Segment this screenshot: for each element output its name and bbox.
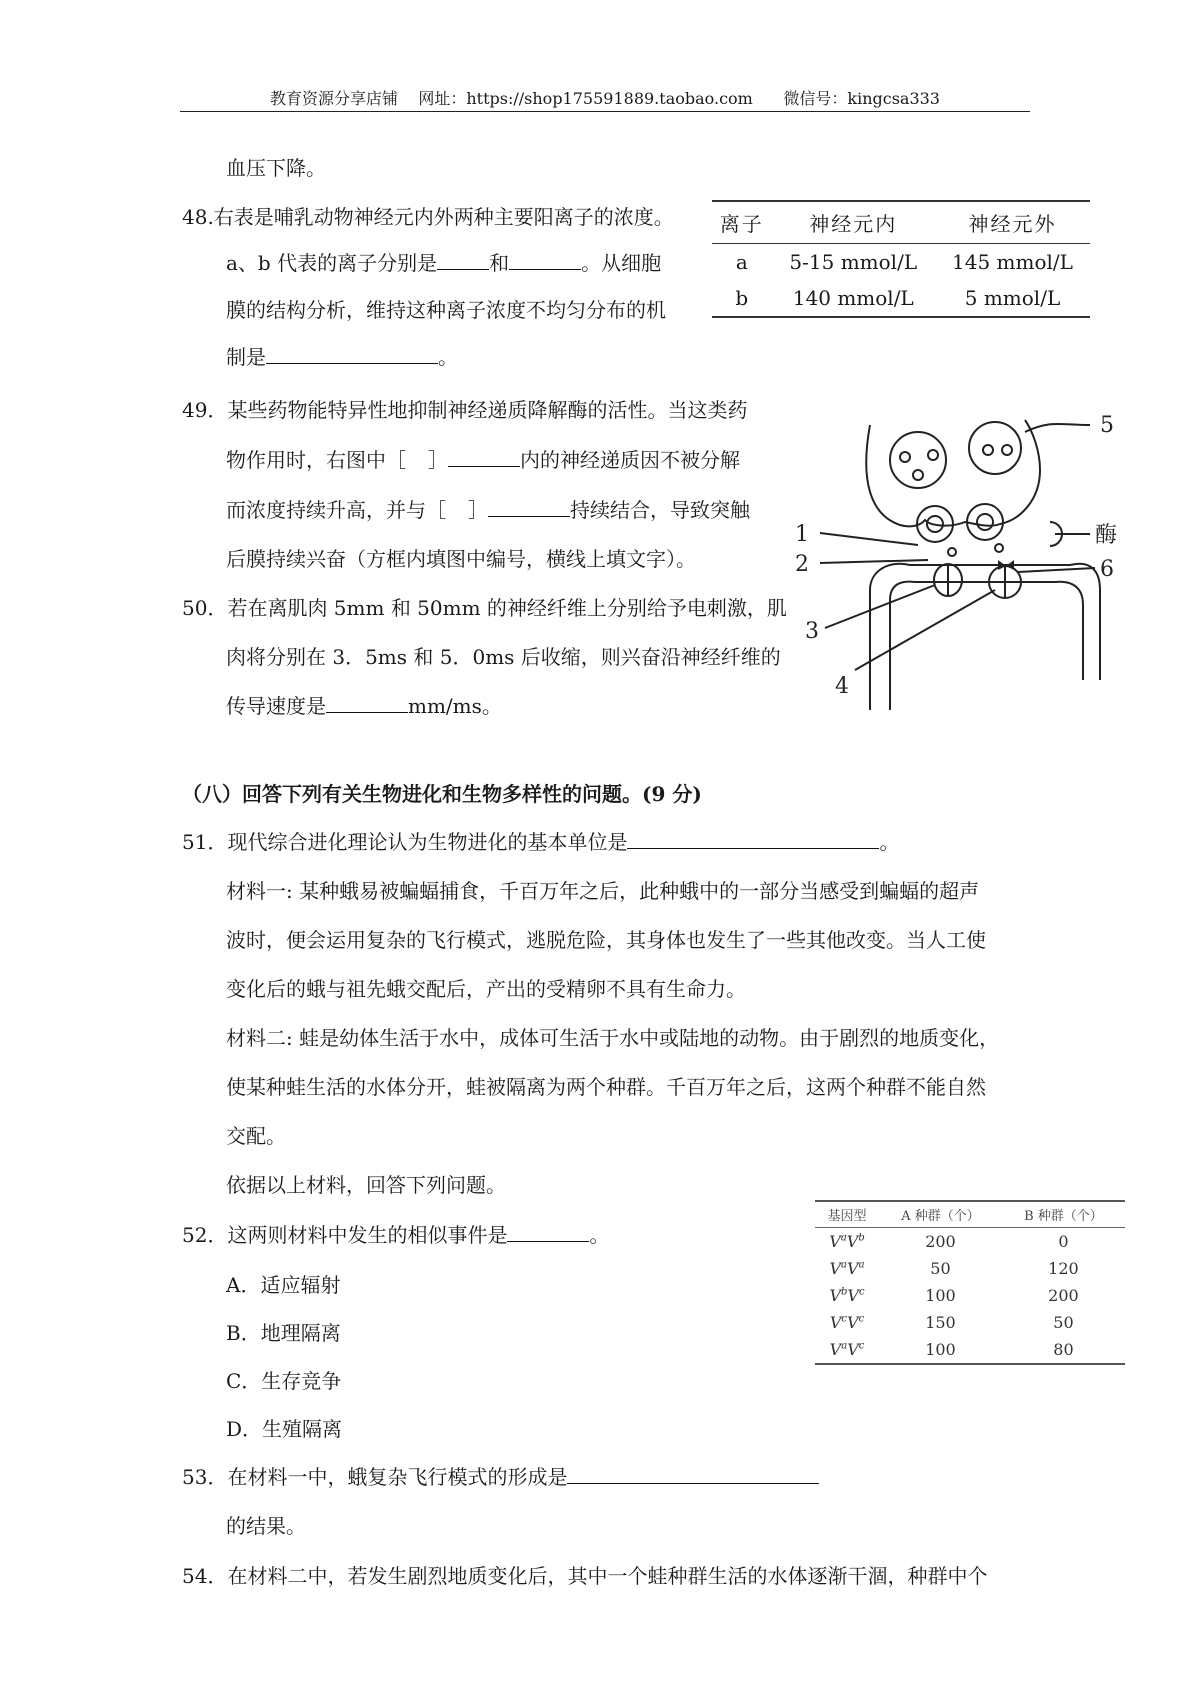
- table-cell: 150: [925, 1313, 956, 1332]
- ion-concentration-table: [712, 200, 1090, 318]
- answer-blank[interactable]: [488, 496, 570, 517]
- table-row: [712, 244, 1090, 281]
- shop-url: https://shop175591889.taobao.com: [466, 89, 753, 108]
- wechat-label: 微信号：: [783, 89, 848, 108]
- answer-blank[interactable]: [509, 249, 581, 270]
- table-cell: 145 mmol/L: [952, 250, 1073, 274]
- question-48-line: 48.右表是哺乳动物神经元内外两种主要阳离子的浓度。: [182, 205, 674, 229]
- answer-blank[interactable]: [266, 343, 438, 364]
- column-header: 离子: [719, 212, 764, 236]
- text: a、b 代表的离子分别是: [226, 251, 438, 275]
- label-enzyme: 酶: [1095, 523, 1118, 548]
- column-header: 神经元内: [809, 212, 898, 236]
- option-b: B．地理隔离: [226, 1321, 341, 1345]
- text: 。从细胞: [581, 251, 662, 275]
- material-1-line: 材料一: 某种蛾易被蝙蝠捕食，千百万年之后，此种蛾中的一部分当感受到蝙蝠的超声: [226, 879, 980, 903]
- text: 传导速度是: [226, 694, 326, 718]
- text: 物作用时，右图中［: [226, 448, 406, 472]
- question-51-line: [182, 828, 899, 856]
- question-53-line: 的结果。: [226, 1514, 306, 1538]
- table-header-row: [815, 1201, 1125, 1228]
- text: 制是: [226, 345, 266, 369]
- section-title: （八）回答下列有关生物进化和生物多样性的问题。(9 分): [182, 782, 702, 806]
- table-cell: 50: [1053, 1313, 1074, 1332]
- table-cell: 0: [1058, 1232, 1069, 1251]
- question-53-line: [182, 1463, 819, 1491]
- material-2-line: 材料二: 蛙是幼体生活于水中，成体可生活于水中或陆地的动物。由于剧烈的地质变化，: [226, 1026, 1000, 1050]
- genotype-table: [815, 1200, 1125, 1365]
- genotype-cell: $V^aV^b$: [829, 1232, 865, 1251]
- answer-blank[interactable]: [448, 446, 520, 467]
- question-49-line: 49．某些药物能特异性地抑制神经递质降解酶的活性。当这类药: [182, 398, 748, 422]
- text: ］: [468, 498, 488, 522]
- label-4: 4: [835, 674, 849, 699]
- question-49-line: [226, 496, 750, 524]
- answer-blank[interactable]: [507, 1221, 589, 1242]
- question-50-line: 肉将分别在 3．5ms 和 5．0ms 后收缩，则兴奋沿神经纤维的: [226, 645, 781, 669]
- column-header: A 种群（个）: [901, 1209, 980, 1224]
- text: ］: [428, 448, 448, 472]
- question-48-line: 膜的结构分析，维持这种离子浓度不均匀分布的机: [226, 298, 666, 322]
- question-54-line: 54．在材料二中，若发生剧烈地质变化后，其中一个蛙种群生活的水体逐渐干涸，种群中个: [182, 1564, 988, 1588]
- question-50-line: [226, 692, 502, 720]
- text: 内的神经递质因不被分解: [520, 448, 740, 472]
- answer-blank[interactable]: [437, 249, 489, 270]
- label-5: 5: [1100, 413, 1114, 438]
- option-a: A．适应辐射: [226, 1273, 341, 1297]
- question-49-line: [226, 446, 740, 474]
- question-49-line: 后膜持续兴奋（方框内填图中编号，横线上填文字）。: [226, 547, 696, 571]
- synapse-diagram: [795, 413, 1160, 710]
- text: 51．现代综合进化理论认为生物进化的基本单位是: [182, 830, 628, 854]
- text: 持续结合，导致突触: [570, 498, 750, 522]
- table-header-row: [712, 201, 1090, 244]
- table-cell: 200: [1048, 1286, 1079, 1305]
- label-1: 1: [795, 522, 809, 547]
- table-row: [712, 280, 1090, 317]
- table-row: [815, 1282, 1125, 1309]
- genotype-cell: $V^aV^c$: [829, 1340, 865, 1359]
- text: 。: [438, 345, 458, 369]
- table-row: [815, 1309, 1125, 1336]
- material-1-line: 波时，便会运用复杂的飞行模式，逃脱危险，其身体也发生了一些其他改变。当人工使: [226, 928, 986, 952]
- text-line: 血压下降。: [226, 156, 326, 180]
- option-c: C．生存竞争: [226, 1369, 342, 1393]
- table-cell: 120: [1048, 1259, 1079, 1278]
- text: 而浓度持续升高，并与［: [226, 498, 446, 522]
- material-2-line: 交配。: [226, 1124, 286, 1148]
- column-header: 基因型: [827, 1209, 867, 1224]
- table-cell: 200: [925, 1232, 956, 1251]
- answer-blank[interactable]: [627, 828, 879, 849]
- text: 。: [589, 1223, 610, 1247]
- table-cell: a: [735, 250, 748, 274]
- table-cell: 5-15 mmol/L: [789, 250, 918, 274]
- genotype-cell: $V^bV^c$: [829, 1286, 865, 1305]
- answer-blank[interactable]: [326, 692, 408, 713]
- table-cell: 5 mmol/L: [964, 286, 1061, 310]
- column-header: 神经元外: [968, 212, 1057, 236]
- shop-name: 教育资源分享店铺: [270, 89, 399, 108]
- table-cell: 100: [925, 1286, 956, 1305]
- text: 。: [879, 830, 900, 854]
- question-50-line: 50．若在离肌肉 5mm 和 50mm 的神经纤维上分别给予电刺激，肌: [182, 596, 787, 620]
- table-cell: b: [735, 286, 749, 310]
- instruction-line: 依据以上材料，回答下列问题。: [226, 1173, 506, 1197]
- option-d: D．生殖隔离: [226, 1417, 343, 1441]
- wechat-id: kingcsa333: [847, 89, 940, 108]
- question-48-line: [226, 343, 458, 371]
- table-cell: 140 mmol/L: [792, 286, 914, 310]
- text: mm/ms。: [408, 694, 502, 718]
- text: 52．这两则材料中发生的相似事件是: [182, 1223, 508, 1247]
- text: 53．在材料一中，蛾复杂飞行模式的形成是: [182, 1465, 568, 1489]
- page-header: [180, 86, 1030, 109]
- table-row: [815, 1255, 1125, 1282]
- table-row: [815, 1336, 1125, 1364]
- table-cell: 50: [930, 1259, 951, 1278]
- material-2-line: 使某种蛙生活的水体分开，蛙被隔离为两个种群。千百万年之后，这两个种群不能自然: [226, 1075, 986, 1099]
- text: 和: [489, 251, 510, 275]
- column-header: B 种群（个）: [1024, 1209, 1103, 1224]
- genotype-cell: $V^cV^c$: [829, 1313, 865, 1332]
- answer-blank[interactable]: [567, 1463, 819, 1484]
- table-cell: 100: [925, 1340, 956, 1359]
- table-row: [815, 1228, 1125, 1256]
- material-1-line: 变化后的蛾与祖先蛾交配后，产出的受精卵不具有生命力。: [226, 977, 746, 1001]
- question-48-line: [226, 249, 661, 277]
- genotype-cell: $V^aV^a$: [829, 1259, 865, 1278]
- header-rule: [180, 111, 1030, 112]
- label-2: 2: [795, 552, 809, 577]
- url-label: 网址：: [418, 89, 467, 108]
- label-3: 3: [805, 619, 819, 644]
- label-6: 6: [1100, 557, 1114, 582]
- question-52-line: [182, 1221, 609, 1249]
- table-cell: 80: [1053, 1340, 1074, 1359]
